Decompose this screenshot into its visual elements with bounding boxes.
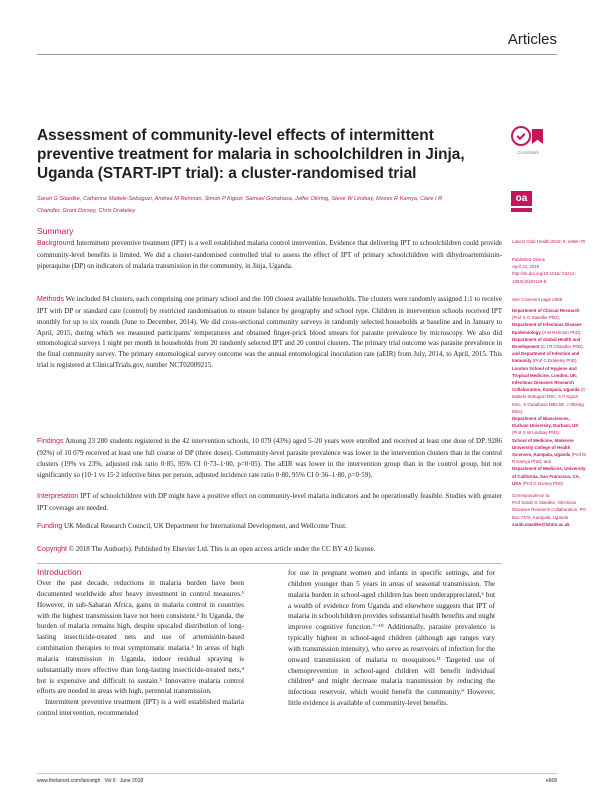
open-access-badge: oa	[511, 191, 532, 206]
sidebar-comment	[512, 296, 586, 303]
affiliation-name: Department of Biosciences, Durham University, Durham, UK	[512, 416, 579, 429]
body-column-right	[288, 568, 495, 709]
affiliation-people: (Prof G Dorsey PhD)	[522, 480, 564, 486]
sidebar-citation	[512, 238, 586, 245]
affiliation-people: (C I R Chandler PhD),	[540, 344, 584, 350]
affiliation-item	[512, 415, 586, 437]
abstract-findings-label: Findings	[37, 438, 64, 445]
abstract-funding-text: UK Medical Research Council, UK Department for International Development, and Wellcome Trust.	[64, 522, 347, 530]
affiliation-item	[512, 350, 586, 364]
sidebar-affiliations	[512, 307, 586, 528]
affiliation-item	[512, 465, 586, 487]
affiliation-item	[512, 321, 586, 335]
affiliation-item	[512, 437, 586, 466]
introduction-heading: Introduction	[37, 567, 82, 577]
affiliation-item	[512, 365, 586, 415]
correspondence-label: Correspondence to:	[512, 493, 551, 499]
section-title: Articles	[507, 31, 557, 48]
introduction-paragraph: Over the past decade, reductions in malaria burden have been documented worldwide after heavy investment in control measures.¹ However, in sub-Saharan Africa, gains in malaria control in countries with the highest transmission have not been consistent.² In Uganda, the burden of malaria remains high, despite upscaled distribution of long-lasting insecticide-treated nets and use of artemisinin-based combination therapies to treat symptomatic malaria.³ In areas of high malaria transmission in Uganda, indoor residual spraying is substantially more effective than long-lasting insecticide-treated nets,⁴ but is expensive and difficult to sustain.⁵ Innovative malaria control efforts are needed in areas with high, perennial transmission.	[37, 579, 244, 696]
abstract-background-text: Intermittent preventive treatment (IPT) is a well established malaria control intervention. Evidence that delivering IPT to schoolchildren could provide community-level benefits is limited. We did a cluster-randomised controlled trial to assess the effect of IPT of primary schoolchildren with dihydroartemisinin-piperaquine (DP) on indicators of malaria transmission in the community, in Jinja, Uganda.	[37, 239, 502, 270]
article-title: Assessment of community-level effects of intermittent preventive treatment for malaria in schoolchildren in Jinja, Uganda (START-IPT trial): a cluster-randomised trial	[37, 127, 465, 182]
summary-heading: Summary	[37, 226, 74, 236]
sidebar-publication	[512, 256, 586, 285]
introduction-paragraph: Intermittent preventive treatment (IPT) is a well established malaria control intervention, recommended	[37, 698, 244, 718]
abstract-findings-text: Among 23 280 students registered in the 42 intervention schools, 10 079 (43%) aged 5–20 years were enrolled and received at least one dose of DP. 9286 (92%) of 10 079 received at least one full course of DP (three doses). Community-level parasite prevalence was lower in the intervention clusters than in the control clusters (19% vs 23%, adjusted risk ratio 0·85, 95% CI 0·73–1·00, p=0·05). The aEIR was lower in the intervention group than in the control group, but not significantly so (10·1 vs 15·2 infective bites per person, adjusted incidence rate ratio 0·80, 95% CI 0·36–1·80, p=0·59).	[37, 437, 502, 479]
abstract-methods	[37, 294, 502, 371]
affiliation-name: London School of Hygiene and Tropical Medicine, London, UK; Infectious Diseases Research Collaboration, Kampala, Uganda	[512, 365, 580, 393]
affiliation-name: Department of Clinical Research	[512, 308, 580, 313]
crossmark-check-icon	[511, 126, 531, 146]
email-link[interactable]: sarah.staedke@lshtm.ac.uk	[512, 521, 570, 527]
abstract-interpretation-text: IPT of schoolchildren with DP might have a positive effect on community-level malaria indicators and be operationally feasible. Studies with greater IPT coverage are needed.	[37, 492, 503, 512]
affiliation-people: (Prof S G Staedke PhD),	[512, 315, 561, 321]
header-divider	[37, 54, 557, 55]
abstract-background-label: Background	[37, 240, 75, 247]
abstract-interpretation-label: Interpretation	[37, 493, 79, 500]
body-column-left	[37, 578, 244, 719]
introduction-paragraph: for use in pregnant women and infants in specific settings, and for children younger than 5 years in areas of seasonal transmission. The malaria burden in school-aged children has been underappreciated,⁶ but a wealth of evidence from Uganda and elsewhere suggests that IPT of malaria in schoolchildren provides substantial health benefits and might improve cognitive function.⁷⁻¹⁰ Additionally, parasite prevalence is typically highest in school-aged children (although age ranges vary with transmission intensity), who serve as reservoirs of infection for the onward transmission of malaria to mosquitoes.¹¹ Targeted use of chemoprevention in school-aged children will benefit individual children⁸ and might decrease malaria transmission by reducing the infectious reservoir, which would benefit the community.⁹ However, little evidence is available of community-level benefits.	[288, 569, 495, 708]
journal-citation: Lancet Glob Health 2018; 6: e668–79	[512, 239, 585, 244]
abstract-background	[37, 238, 502, 272]
published-date: April 13, 2018	[512, 264, 540, 270]
correspondence-text: Prof Sarah G Staedke, Infectious Diseases Research Collaboration, PO Box 7475, Kampala, Uganda	[512, 500, 586, 520]
comment-link[interactable]: See Comment page e598	[512, 297, 563, 302]
abstract-copyright-label: Copyright	[37, 546, 67, 553]
affiliation-people: (Prof C Drakeley PhD),	[532, 358, 578, 364]
affiliation-people: (C Maiteki-Sebuguzi MSc, S P Kigozi MSc, S Gonahasa MBChB, J Okiring MSc);	[512, 387, 586, 414]
affiliation-people: (A M Rehman PhD),	[542, 329, 582, 335]
abstract-copyright	[37, 544, 502, 556]
affiliation-name: and Department of Infection and Immunity	[512, 351, 580, 364]
affiliation-item	[512, 336, 586, 350]
affiliation-people: (Prof M R Kamya PhD); and	[512, 452, 586, 465]
doi-link[interactable]: http://dx.doi.org/10.1016/ S2214-109X(18)30126-8	[512, 271, 576, 284]
abstract-methods-label: Methods	[37, 296, 64, 303]
abstract-funding-label: Funding	[37, 523, 63, 530]
affiliation-name: School of Medicine, Makerere University College of Health Sciences, Kampala, Uganda	[512, 437, 574, 458]
affiliation-name: Department of Infectious Disease Epidemiology	[512, 322, 582, 335]
footer-journal-info: www.thelancet.com/lancetgh Vol 6 June 2018	[37, 778, 144, 784]
bookmark-icon	[532, 129, 543, 144]
affiliation-name: Department of Global Health and Development	[512, 336, 581, 350]
published-online-label: Published Online	[512, 257, 546, 262]
footer-divider	[37, 773, 557, 774]
affiliation-item	[512, 307, 586, 321]
affiliation-name: Department of Medicine, University of California, San Francisco, CA, USA	[512, 466, 586, 486]
correspondence	[512, 492, 586, 528]
crossmark-badge[interactable]	[511, 126, 545, 172]
author-list: Sarah G Staedke, Catherine Maiteki-Sebuguzi, Andrea M Rehman, Simon P Kigozi, Samuel Gonahasa, Jaffer Okiring, Steve W Lindsay, Moses R Kamya, Clare I R Chandler, Grant Dorsey, Chris Drakeley	[37, 196, 443, 214]
crossmark-label: CrossMark	[517, 150, 539, 155]
abstract-findings	[37, 436, 502, 480]
open-access-stripe	[511, 208, 532, 212]
abstract-copyright-text: © 2018 The Author(s). Published by Elsevier Ltd. This is an open access article under the CC BY 4.0 license.	[68, 545, 376, 553]
abstract-interpretation	[37, 491, 502, 514]
affiliation-people: (Prof S W Lindsay PhD);	[512, 430, 560, 436]
page-number: e668	[545, 778, 557, 784]
abstract-funding	[37, 521, 502, 533]
introduction-divider	[37, 563, 502, 564]
abstract-methods-text: We included 84 clusters, each comprising one primary school and the 100 closest available households. The clusters were randomly assigned 1:1 to receive IPT with DP or standard care (control) by restricted randomisation to ensure balance by geography and school type. Children in intervention schools received IPT monthly for up to six rounds (June to December, 2014). We did cross-sectional community surveys in randomly selected households at baseline and in January to April, 2015, during which we measured participants' temperatures and obtained finger-prick blood smears for parasite prevalence by microscopy. We also did entomological surveys 1 night per month in households from 20 randomly selected IPT and 20 control clusters. The primary trial outcome was parasite prevalence in the final community survey. The primary entomological survey outcome was the annual entomological inoculation rate (aEIR) from July, 2014, to April, 2015. This trial is registered at ClinicalTrials.gov, number NCT02009215.	[37, 295, 502, 370]
